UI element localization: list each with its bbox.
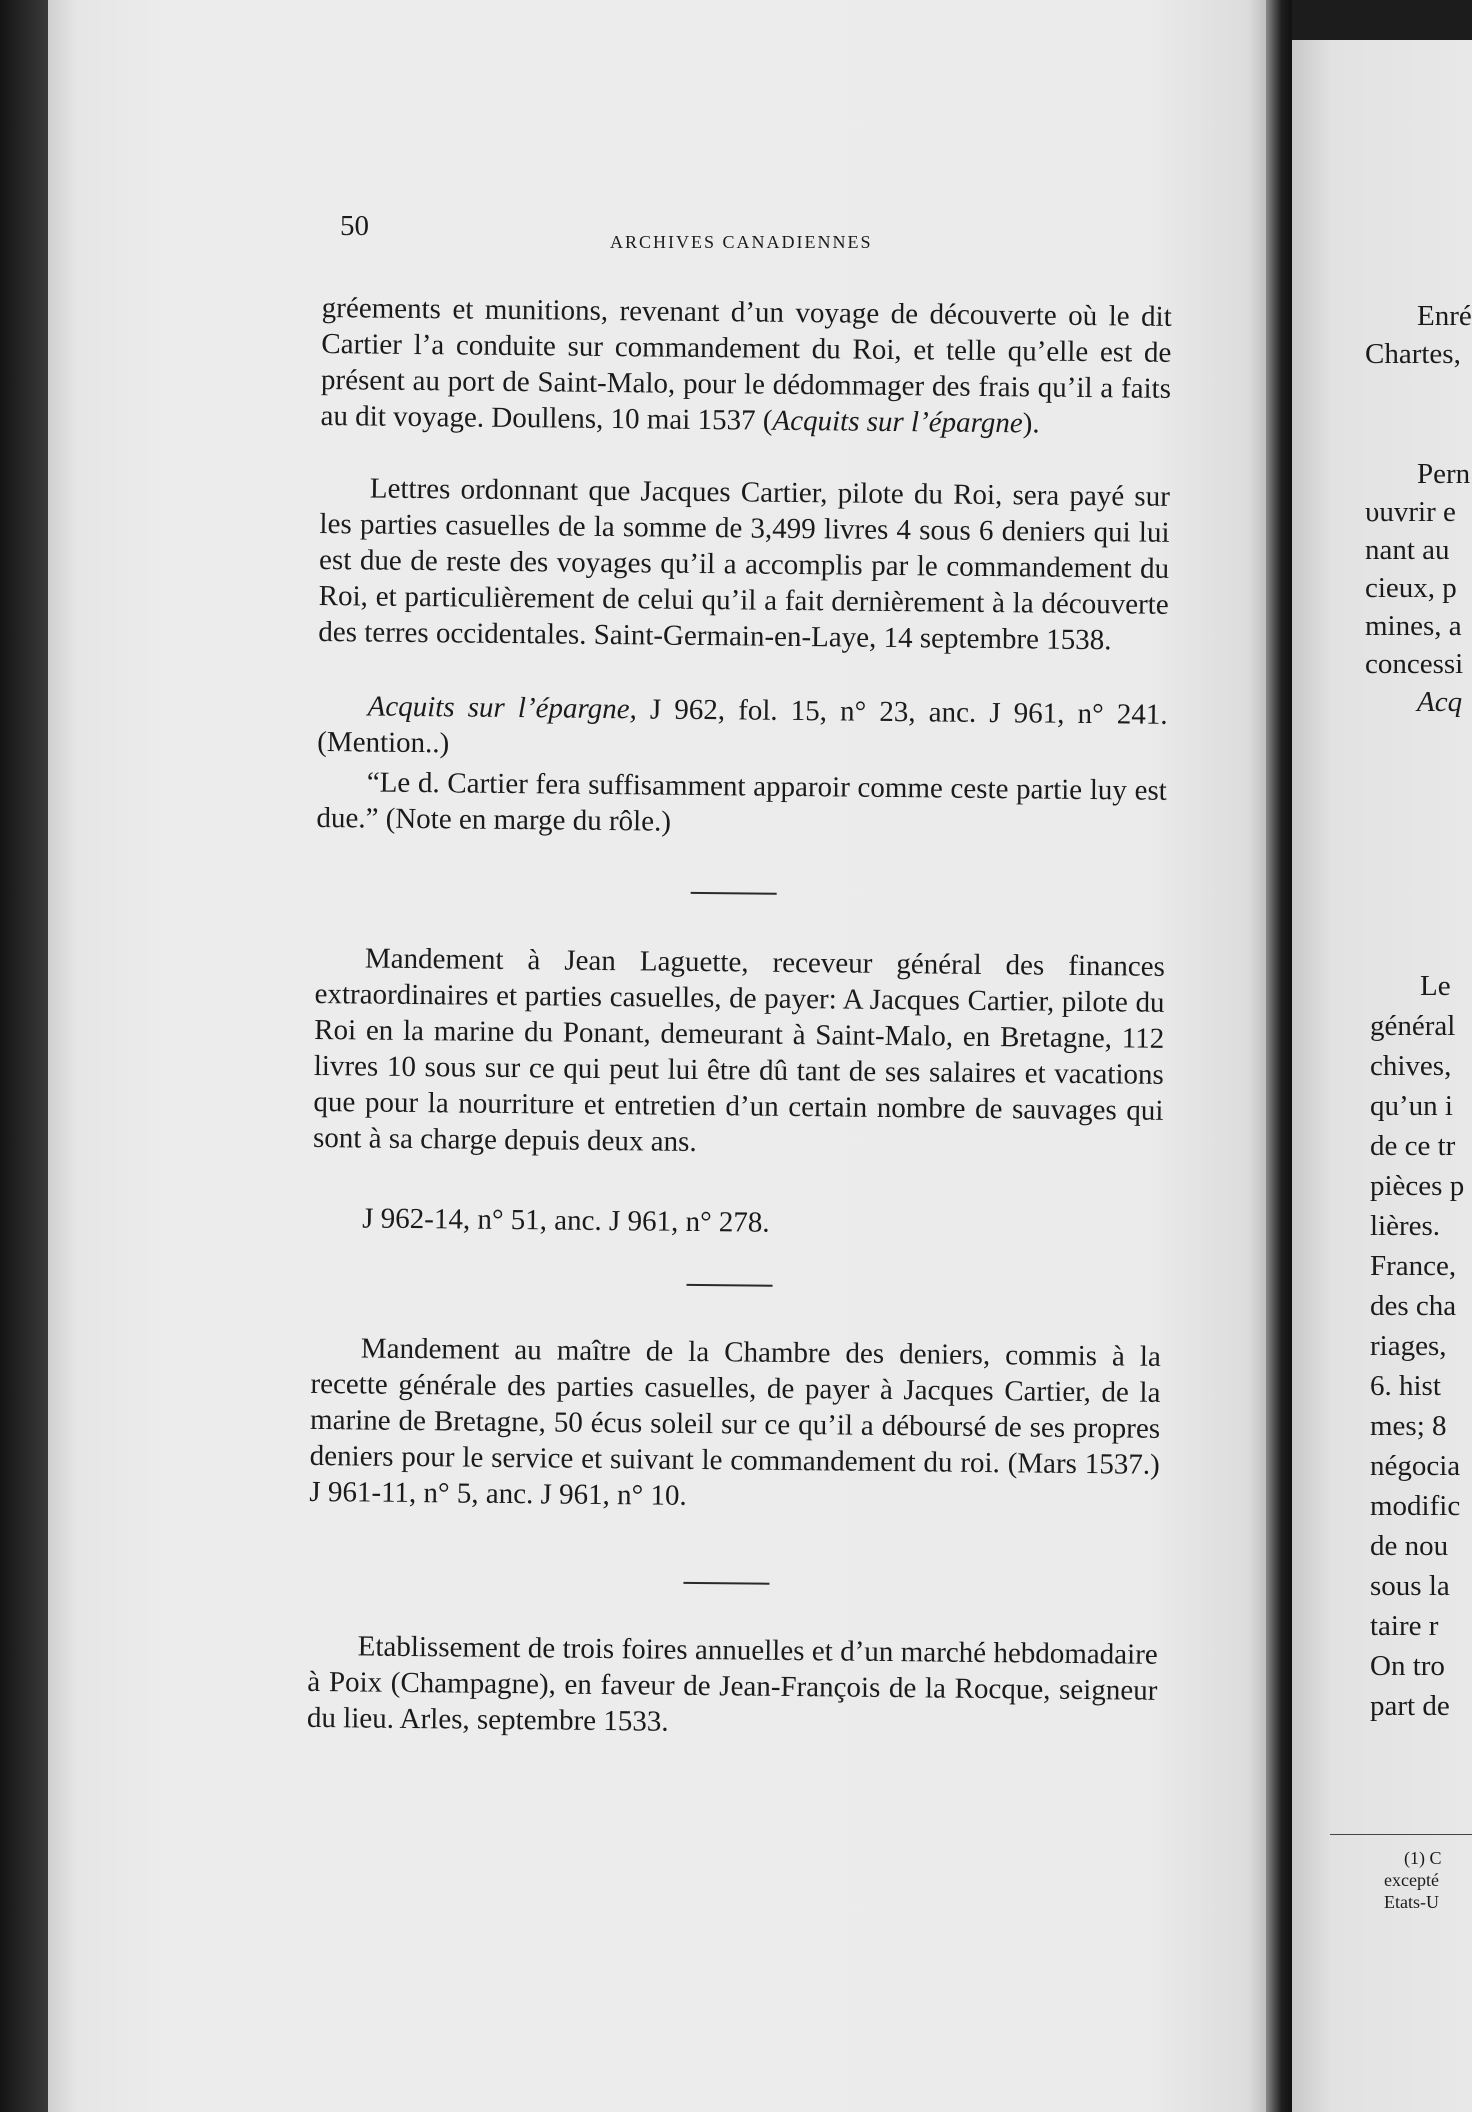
paragraph-7: Mandement au maître de la Chambre des deniers, commis à la recette générale des parties casuelles, de payer à Jacques Cartier, de la marine de Bretagne, 50 écus soleil sur ce qu’il a déboursé de ses propres deniers pour le service et suivant le commandement du roi. (Mars 1537.) J 961-11, n° 5, anc. J 961, n° 10.: [309, 1332, 1162, 1512]
running-head: [325, 210, 1175, 250]
facing-line: des cha: [1370, 1290, 1457, 1322]
facing-line: Chartes,: [1365, 338, 1461, 370]
facing-line: Pern: [1417, 458, 1471, 490]
paragraph-5: Mandement à Jean Laguette, receveur général des finances extraordinaires et parties casuelles, de payer: A Jacques Cartier, pilote du Roi en la marine du Ponant, demeurant à Saint-Malo, en Bretagne, 112 livres 10 sous sur ce qui peut lui être dû tant de ses salaires et vacations que pour la nourriture et entretien d’un certain nombre de sauvages qui sont à sa charge depuis deux ans.: [312, 942, 1166, 1158]
book-left-edge: [0, 0, 48, 2112]
facing-line: sous la: [1370, 1570, 1450, 1602]
paragraph-4-note: “Le d. Cartier fera suffisamment apparoir comme ceste partie luy est due.” (Note en marge du rôle.): [316, 766, 1167, 838]
facing-line: de nou: [1370, 1530, 1449, 1562]
paragraph-3-citation: Acquits sur l’épargne, J 962, fol. 15, n° 23, anc. J 961, n° 241. (Mention..): [317, 690, 1168, 760]
facing-line: modific: [1370, 1490, 1461, 1522]
paragraph-2: Lettres ordonnant que Jacques Cartier, pilote du Roi, sera payé sur les parties casuelles de la somme de 3,499 livres 4 sous 6 deniers qui lui est due de reste des voyages qu’il a accomplis par le commandement du Roi, et particulièrement de celui qu’il a fait dernièrement à la découverte des terres occidentales. Saint-Germain-en-Laye, 14 septembre 1538.: [318, 472, 1171, 657]
paragraph-1: gréements et munitions, revenant d’un voyage de découverte où le dit Cartier l’a conduite sur commandement du Roi, et telle qu’elle est de présent au port de Saint-Malo, pour le dédommager des frais qu’il a faits au dit voyage. Doullens, 10 mai 1537 (Acquits sur l’épargne).: [320, 291, 1172, 440]
facing-line: riages,: [1370, 1330, 1447, 1362]
facing-line: nant au: [1365, 534, 1450, 566]
facing-line: part de: [1370, 1690, 1450, 1722]
facing-line: 6. hist: [1370, 1370, 1441, 1402]
facing-line: chives,: [1370, 1050, 1452, 1082]
facing-line: υuvrir e: [1365, 496, 1456, 528]
facing-line: Le: [1420, 970, 1451, 1002]
facing-line: qu’un i: [1370, 1090, 1453, 1122]
facing-page: [1292, 40, 1472, 2112]
facing-line: concessi: [1365, 648, 1464, 680]
facing-footnote-line: excepté: [1384, 1870, 1439, 1890]
facing-line: On tro: [1370, 1650, 1445, 1682]
facing-line: pièces p: [1370, 1170, 1465, 1202]
facing-line: mes; 8: [1370, 1410, 1447, 1442]
facing-footnote-line: Etats-U: [1384, 1892, 1439, 1912]
facing-line: mines, a: [1365, 610, 1462, 642]
running-title: ARCHIVES CANADIENNES: [610, 232, 873, 252]
facing-line: lières.: [1370, 1210, 1441, 1242]
book-spine: [1266, 0, 1292, 2112]
facing-line: négocia: [1370, 1450, 1461, 1482]
facing-line: Acq: [1417, 686, 1463, 718]
facing-line: de ce tr: [1370, 1130, 1456, 1162]
facing-line: général: [1370, 1010, 1456, 1042]
paragraph-8: Etablissement de trois foires annuelles et d’un marché hebdomadaire à Poix (Champagne), en faveur de Jean-François de la Rocque, seigneur du lieu. Arles, septembre 1533.: [306, 1630, 1158, 1738]
facing-footnote-line: (1) C: [1404, 1848, 1442, 1868]
facing-footnote-rule: [1330, 1834, 1472, 1835]
facing-line: taire r: [1370, 1610, 1439, 1642]
page-number: 50: [340, 210, 369, 242]
paragraph-6-citation: J 962-14, n° 51, anc. J 961, n° 278.: [362, 1202, 770, 1239]
facing-line: cieux, p: [1365, 572, 1457, 604]
facing-line: Enré: [1417, 300, 1472, 332]
facing-line: France,: [1370, 1250, 1457, 1282]
